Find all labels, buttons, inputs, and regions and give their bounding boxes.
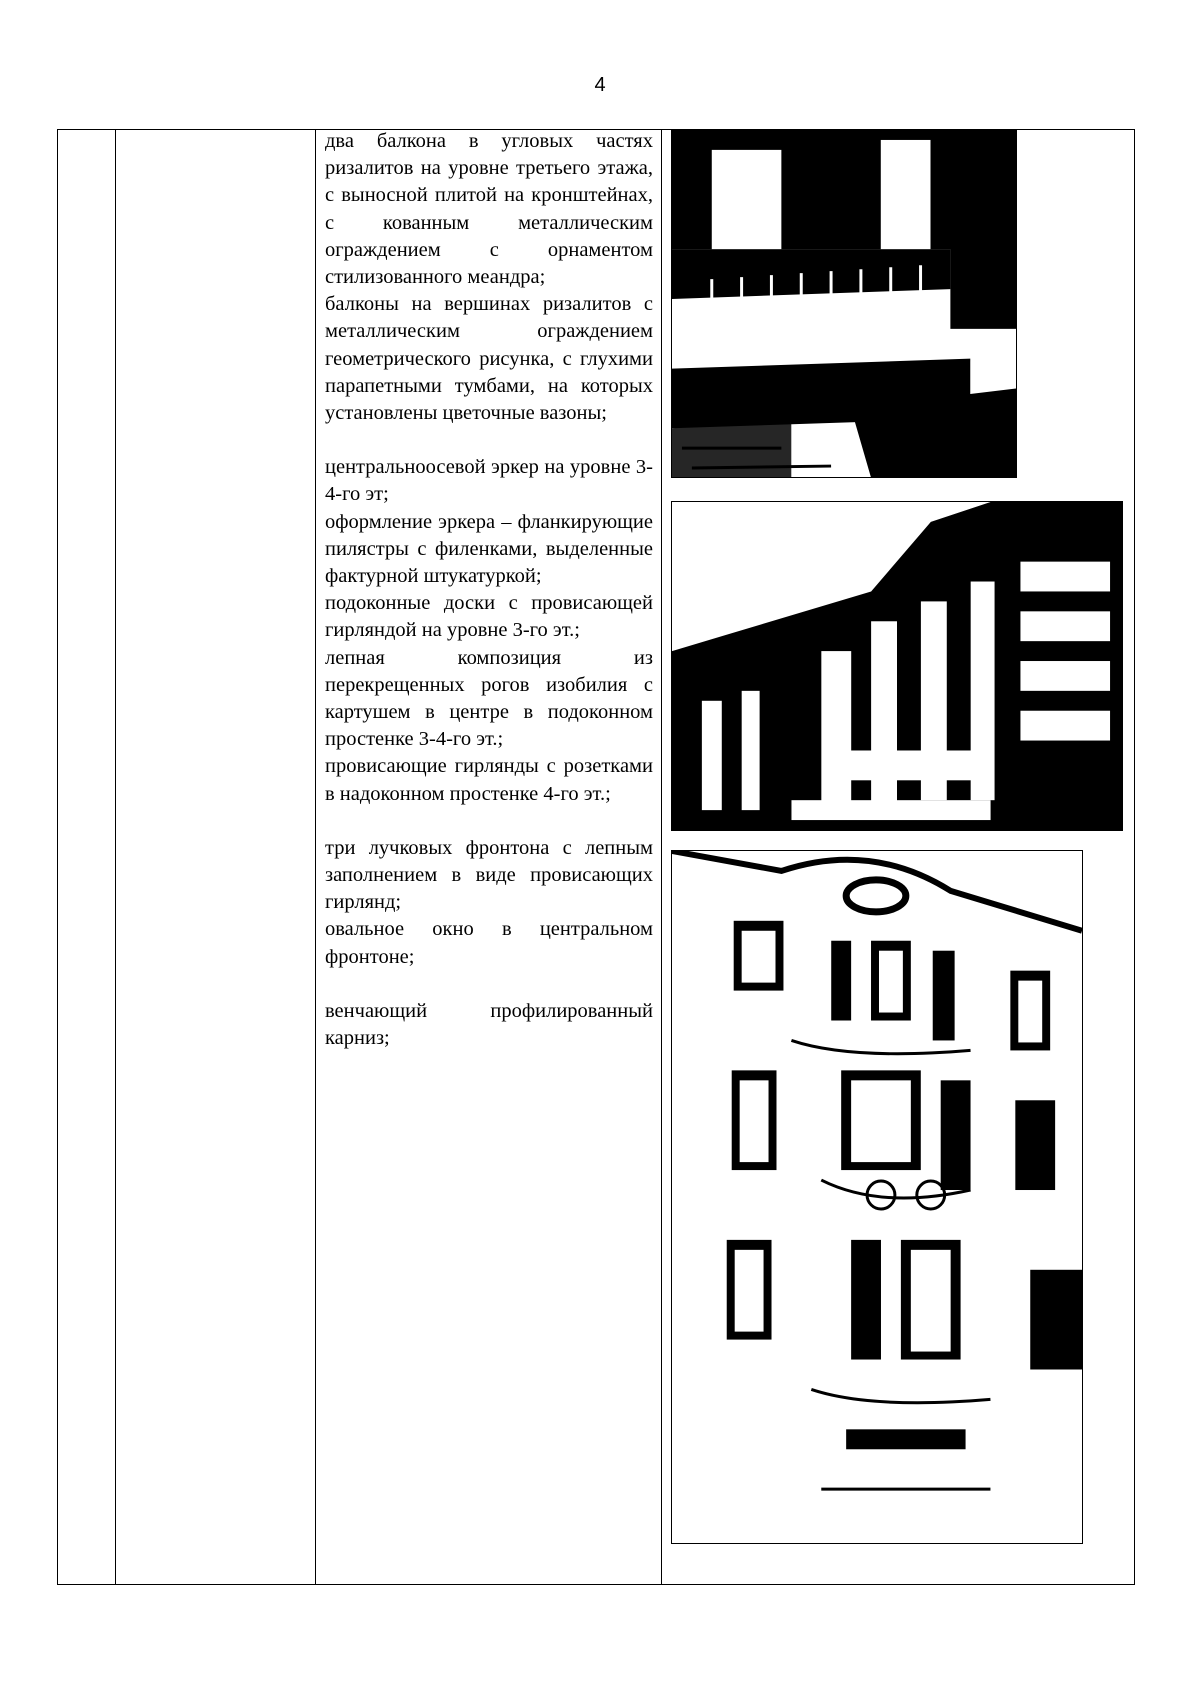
description-paragraph: лепная композиция из перекрещенных рогов изобилия с картушем в центре в подоконном простенке 3-4-го эт.;: [325, 646, 653, 751]
description-paragraph: центральноосевой эркер на уровне 3-4-го эт;: [325, 456, 653, 506]
balcony-photo: [671, 129, 1017, 478]
description-paragraph: три лучковых фронтона с лепным заполнением в виде провисающих гирлянд;: [325, 836, 653, 914]
column-divider: [315, 130, 316, 1584]
description-paragraph: балконы на вершинах ризалитов с металлическим ограждением геометрического рисунка, с глухими парапетными тумбами, на которых установлены цветочные вазоны;: [325, 293, 653, 425]
description-paragraph: два балкона в угловых частях ризалитов на уровне третьего этажа, с выносной плитой на кронштейнах, с кованным металлическим ограждением с орнаментом стилизованного меандра;: [325, 130, 653, 289]
page-number: 4: [594, 74, 606, 96]
column-divider: [115, 130, 116, 1584]
description-paragraph: венчающий профилированный карниз;: [325, 999, 653, 1050]
description-paragraph: подоконные доски с провисающей гирляндой на уровне 3-го эт.;: [325, 592, 653, 642]
bay-window-photo: [671, 501, 1123, 831]
description-paragraph: оформление эркера – фланкирующие пилястры с филенками, выделенные фактурной штукатуркой;: [325, 510, 653, 588]
description-paragraph: овальное окно в центральном фронтоне;: [325, 918, 653, 968]
description-paragraph: провисающие гирлянды с розетками в надоконном простенке 4-го эт.;: [325, 755, 653, 805]
facade-photo: [671, 850, 1083, 1544]
description-column: [325, 128, 653, 1052]
column-divider: [661, 130, 662, 1584]
monument-table: [57, 129, 1135, 1585]
